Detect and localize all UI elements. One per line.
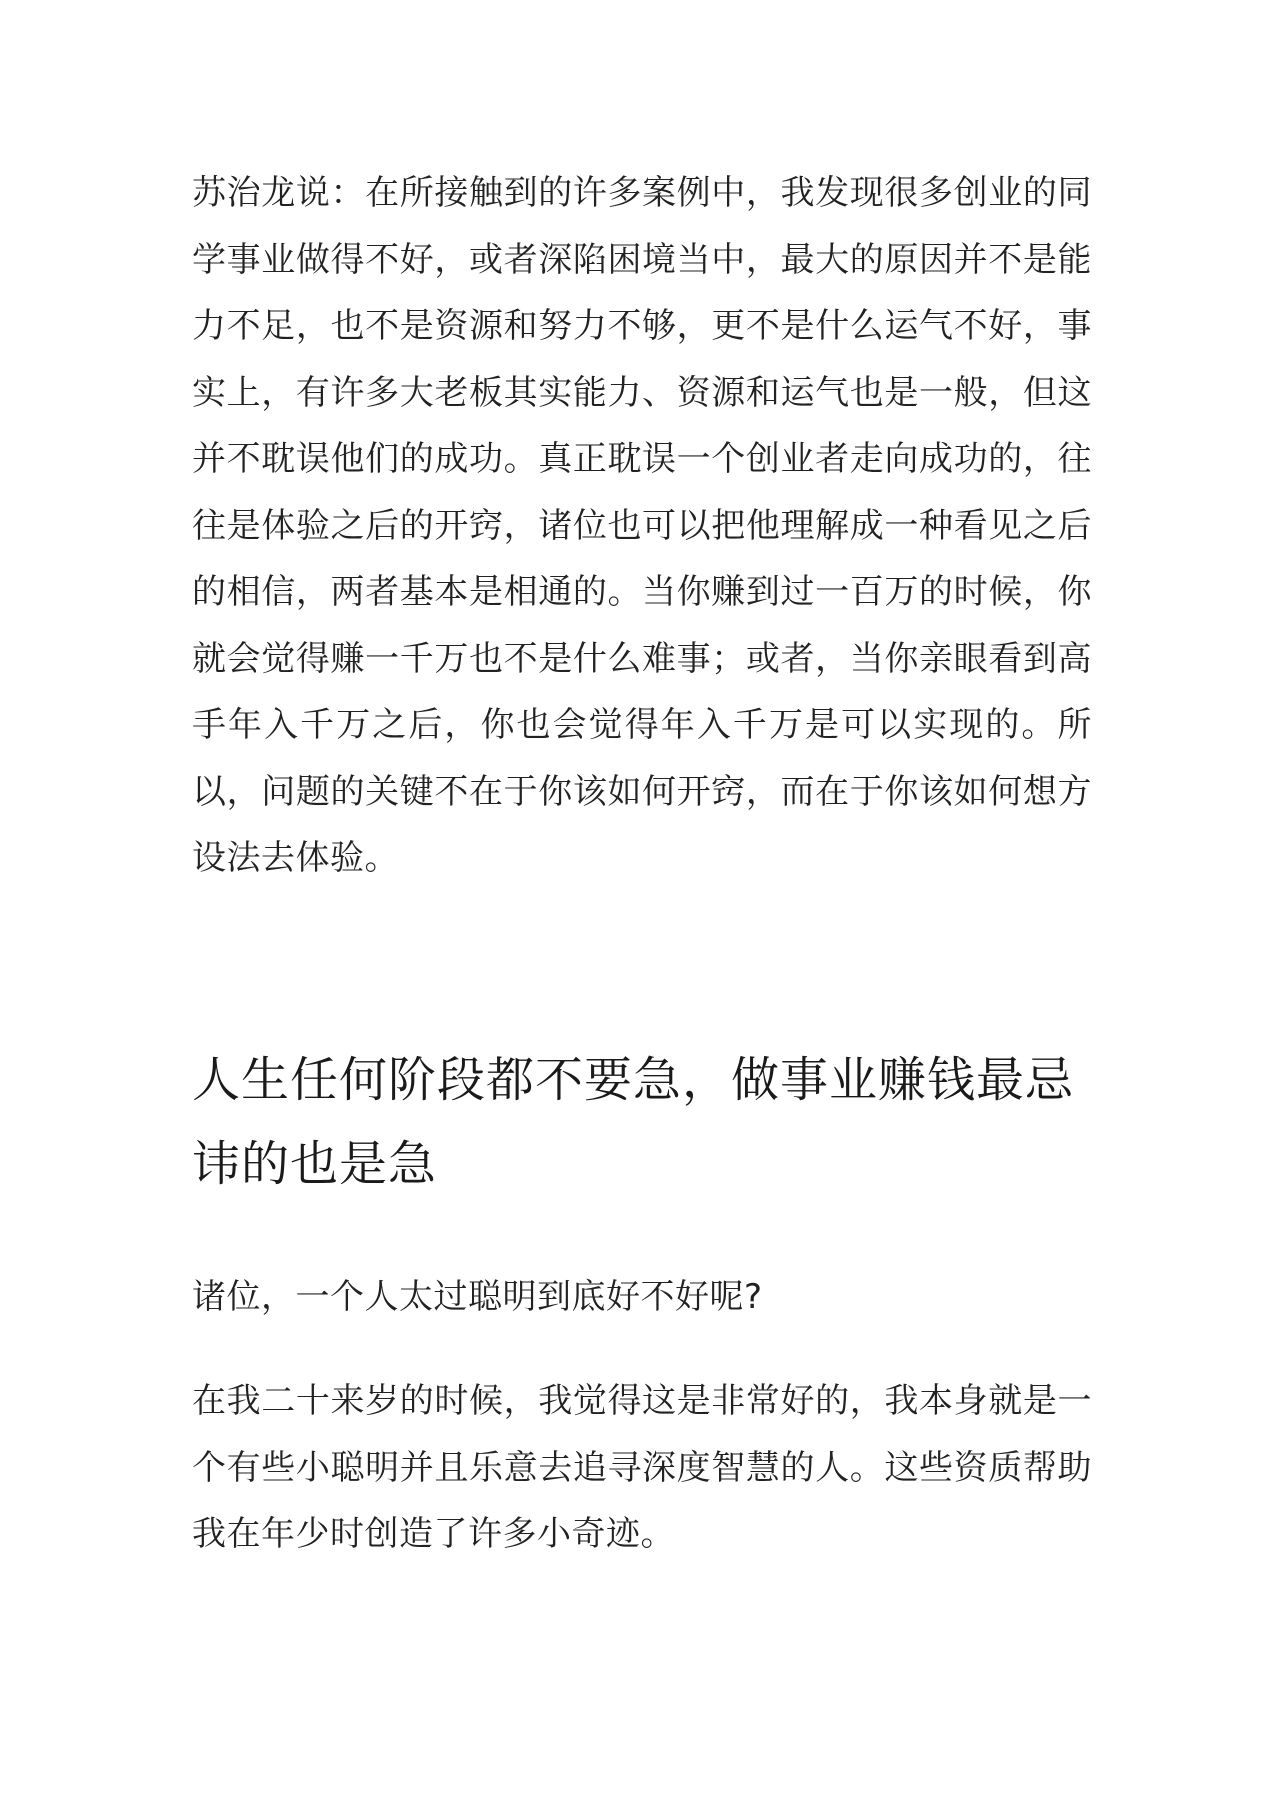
body-paragraph: 苏治龙说：在所接触到的许多案例中，我发现很多创业的同学事业做得不好，或者深陷困境当中，最大的原因并不是能力不足，也不是资源和努力不够，更不是什么运气不好，事实上，有许多大老板其实能力、资源和运气也是一般，但这并不耽误他们的成功。真正耽误一个创业者走向成功的，往往是体验之后的开窍，诸位也可以把他理解成一种看见之后的相信，两者基本是相通的。当你赚到过一百万的时候，你就会觉得赚一千万也不是什么难事；或者，当你亲眼看到高手年入千万之后，你也会觉得年入千万是可以实现的。所以，问题的关键不在于你该如何开窍，而在于你该如何想方设法去体验。 [192, 173, 1092, 878]
section-heading: 人生任何阶段都不要急，做事业赚钱最忌讳的也是急 [192, 1051, 1075, 1192]
body-paragraph: 诸位，一个人太过聪明到底好不好呢? [192, 1276, 763, 1317]
body-paragraph: 在我二十来岁的时候，我觉得这是非常好的，我本身就是一个有些小聪明并且乐意去追寻深度智慧的人。这些资质帮助我在年少时创造了许多小奇迹。 [192, 1381, 1092, 1554]
article-body [192, 160, 1092, 1568]
